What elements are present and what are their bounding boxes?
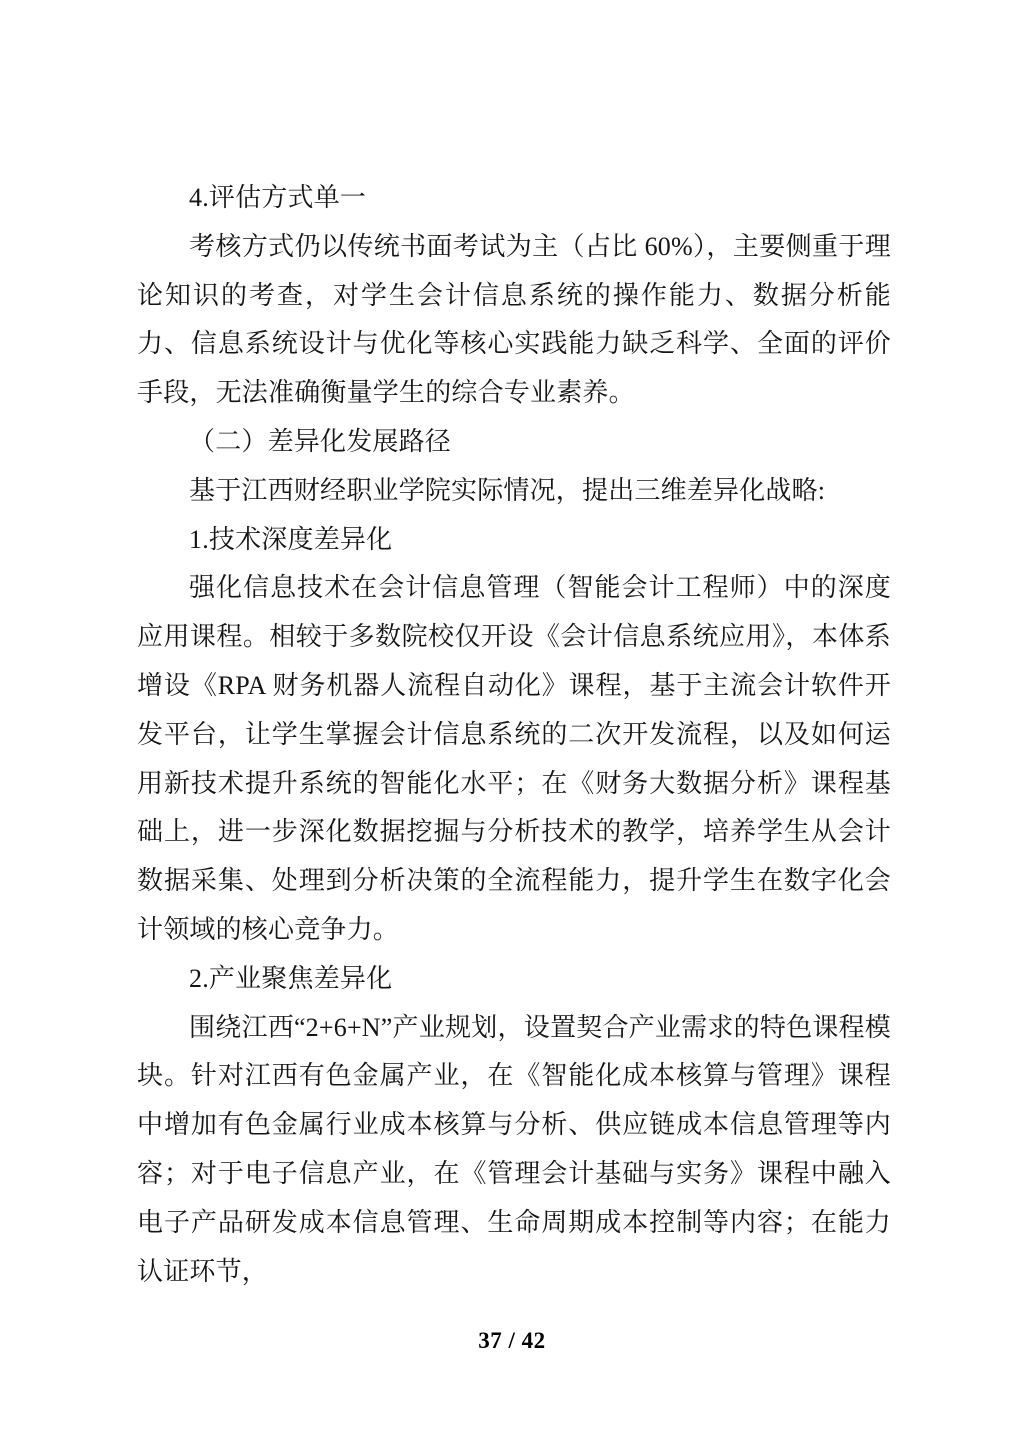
page-footer	[0, 1328, 1024, 1354]
paragraph: 1.技术深度差异化	[189, 524, 393, 554]
page-number: 37 / 42	[478, 1328, 546, 1353]
paragraph: 2.产业聚焦差异化	[189, 963, 393, 993]
paragraph: 围绕江西“2+6+N”产业规划，设置契合产业需求的特色课程模块。针对江西有色金属产业，在《智能化成本核算与管理》课程中增加有色金属行业成本核算与分析、供应链成本信息管理等内容；对于电子信息产业，在《管理会计基础与实务》课程中融入电子产品研发成本信息管理、生命周期成本控制等内容；在能力认证环节，	[137, 1012, 891, 1286]
document-body	[137, 174, 891, 1296]
paragraph: （二）差异化发展路径	[189, 426, 452, 456]
paragraph: 基于江西财经职业学院实际情况，提出三维差异化战略:	[189, 475, 826, 505]
paragraph: 强化信息技术在会计信息管理（智能会计工程师）中的深度应用课程。相较于多数院校仅开设《会计信息系统应用》，本体系增设《RPA 财务机器人流程自动化》课程，基于主流会计软件开发平台，让学生掌握会计信息系统的二次开发流程，以及如何运用新技术提升系统的智能化水平；在《财务大数据分析》课程基础上，进一步深化数据挖掘与分析技术的教学，培养学生从会计数据采集、处理到分析决策的全流程能力，提升学生在数字化会计领域的核心竞争力。	[137, 573, 891, 944]
paragraph: 考核方式仍以传统书面考试为主（占比 60%），主要侧重于理论知识的考查，对学生会计信息系统的操作能力、数据分析能力、信息系统设计与优化等核心实践能力缺乏科学、全面的评价手段，无法准确衡量学生的综合专业素养。	[137, 231, 891, 408]
paragraph: 4.评估方式单一	[189, 183, 367, 212]
